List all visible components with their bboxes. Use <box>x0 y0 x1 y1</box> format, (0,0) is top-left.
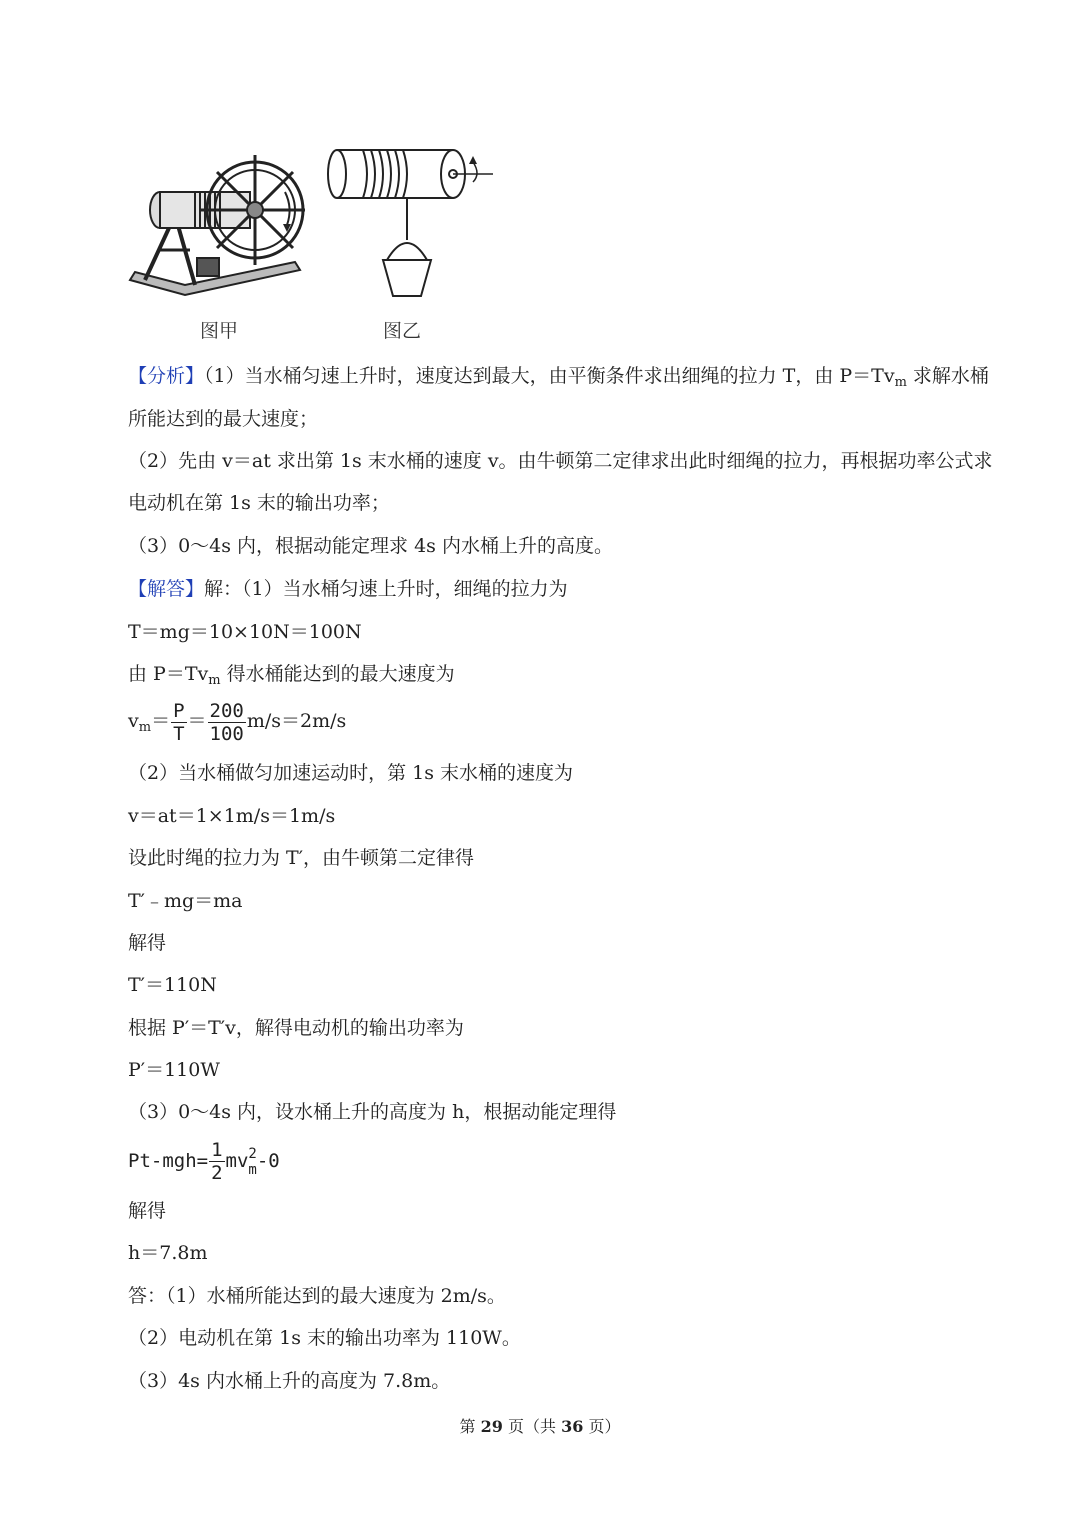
solution-line-12: P′＝110W <box>128 1059 220 1081</box>
answer-line-1: 答：（1）水桶所能达到的最大速度为 2m/s。 <box>128 1285 506 1307</box>
fraction-one-half: $\frac{1}{2}$ <box>211 1139 223 1184</box>
solution-line-13: （3）0～4s 内，设水桶上升的高度为 h，根据动能定理得 <box>128 1101 617 1123</box>
analysis-line-5: （3）0～4s 内，根据动能定理求 4s 内水桶上升的高度。 <box>128 535 613 557</box>
figure-b-caption: 图乙 <box>383 320 422 342</box>
solution-line-5: （2）当水桶做匀加速运动时，第 1s 末水桶的速度为 <box>128 762 574 784</box>
solution-line-6: v＝at＝1×1m/s＝1m/s <box>128 805 336 827</box>
analysis-line-2: 所能达到的最大速度； <box>128 408 319 430</box>
analysis-tag: 【分析】 <box>128 365 205 387</box>
page-number: 29 <box>480 1417 503 1436</box>
analysis-line-1: 【分析】（1）当水桶匀速上升时，速度达到最大，由平衡条件求出细绳的拉力 T，由 $P=Tv_m$ 求解水桶 <box>128 365 989 390</box>
page-footer: 第 29 页（共 36 页） <box>459 1417 621 1436</box>
fraction-p-over-t: $\frac{P}{T}$ <box>173 699 185 745</box>
solution-line-9: 解得 <box>128 932 167 954</box>
solution-tag: 【解答】 <box>128 578 205 600</box>
figure-drum-schematic <box>325 148 500 303</box>
solution-line-11: 根据 P′＝T′v，解得电动机的输出功率为 <box>128 1017 464 1039</box>
solution-line-15: 解得 <box>128 1200 167 1222</box>
solution-line-10: T′＝110N <box>128 974 217 996</box>
solution-line-16: h＝7.8m <box>128 1242 208 1264</box>
solution-line-8: T′﹣mg＝ma <box>128 890 243 912</box>
solution-line-3: 由 $P=Tv_m$ 得水桶能达到的最大速度为 <box>128 663 455 688</box>
solution-equation-energy: Pt-mgh= $\frac{1}{2}$ mv 2 m -0 <box>128 1139 280 1184</box>
answer-line-2: （2）电动机在第 1s 末的输出功率为 110W。 <box>128 1327 521 1349</box>
page-total: 36 <box>561 1417 584 1436</box>
analysis-line-3: （2）先由 v＝at 求出第 1s 末水桶的速度 v。由牛顿第二定律求出此时细绳的拉力，再根据功率公式求 <box>128 450 993 472</box>
solution-equation-vm: $v_m=$ $\frac{P}{T}$ ＝ $\frac{200}{100}$ m/s＝2m/s <box>128 699 347 745</box>
solution-line-7: 设此时绳的拉力为 T′，由牛顿第二定律得 <box>128 847 475 869</box>
fraction-200-over-100: $\frac{200}{100}$ <box>209 699 244 745</box>
solution-line-1: 【解答】解：（1）当水桶匀速上升时，细绳的拉力为 <box>128 578 568 600</box>
figure-a-caption: 图甲 <box>200 320 239 342</box>
answer-line-3: （3）4s 内水桶上升的高度为 7.8m。 <box>128 1370 451 1392</box>
figure-winch-illustration <box>125 140 305 305</box>
analysis-line-4: 电动机在第 1s 末的输出功率； <box>128 492 390 514</box>
solution-line-2: T＝mg＝10×10N＝100N <box>128 621 362 643</box>
figures <box>125 140 505 345</box>
